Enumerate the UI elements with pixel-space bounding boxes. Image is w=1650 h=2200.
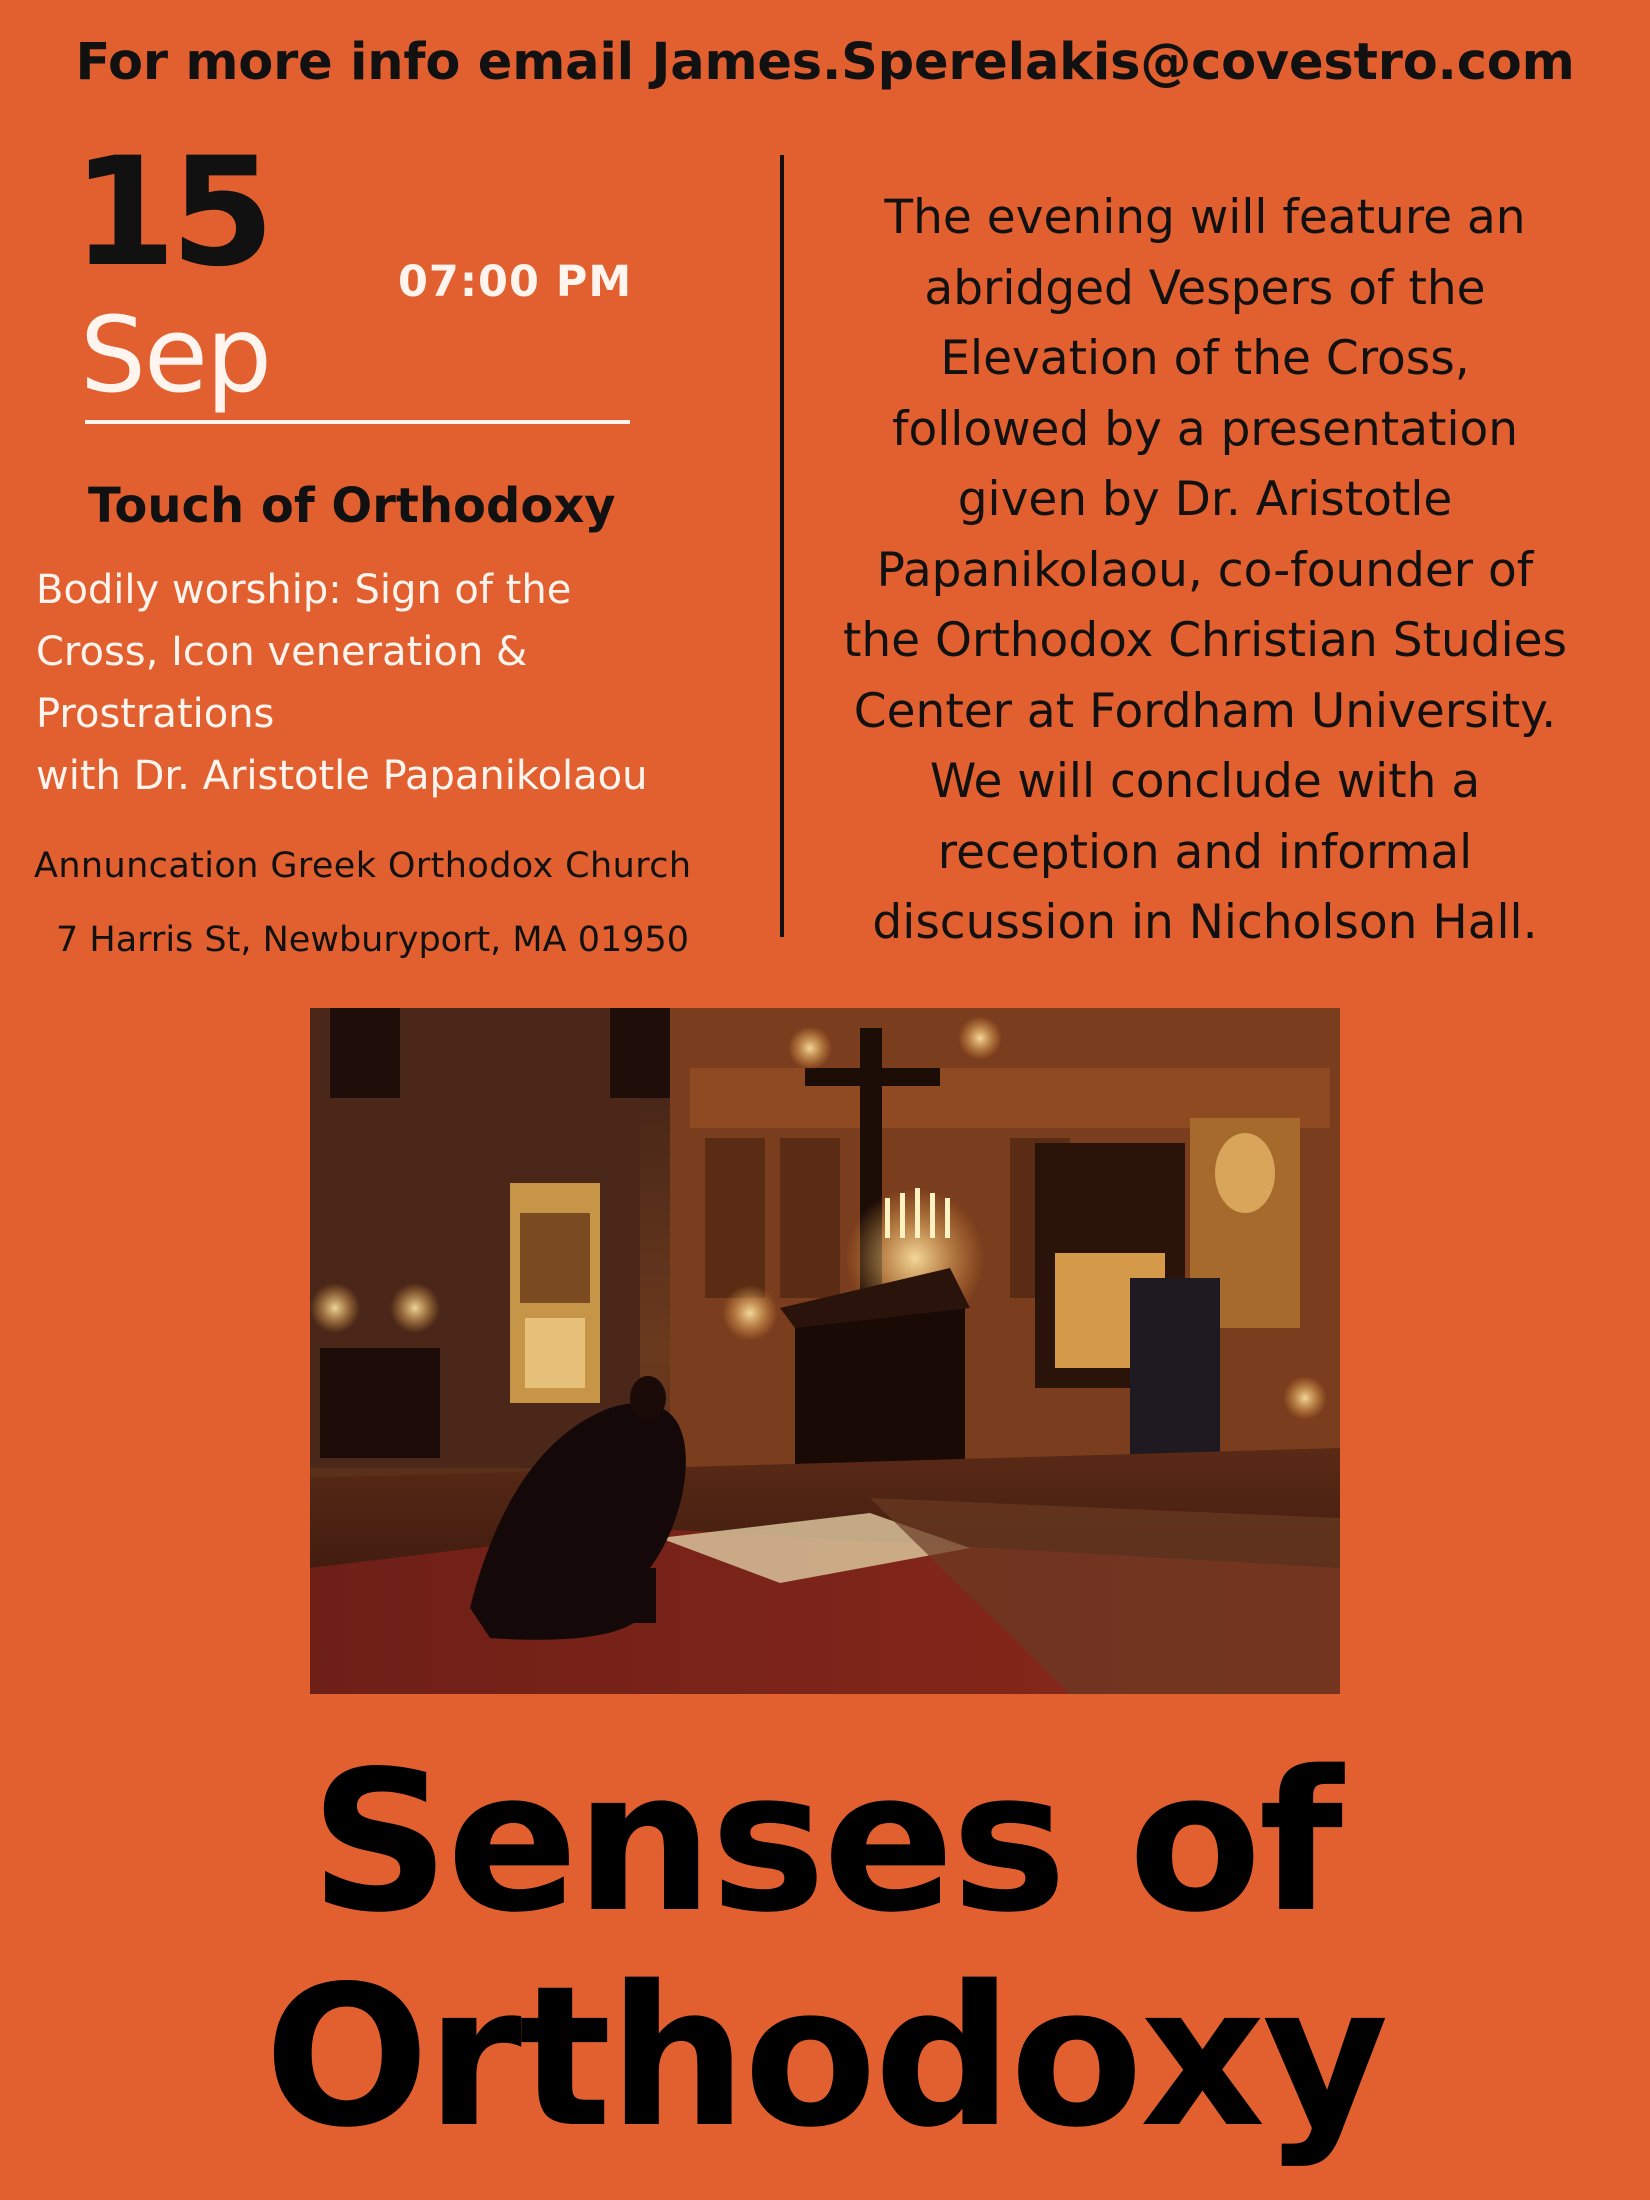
description-line: abridged Vespers of the [924, 260, 1486, 316]
description-line: The evening will feature an [884, 190, 1526, 245]
description-line: Elevation of the Cross, [940, 331, 1470, 386]
event-time: 07:00 PM [398, 257, 633, 307]
headline-line: Senses of [309, 1729, 1341, 1955]
topic-line: Bodily worship: Sign of the [36, 567, 572, 613]
contact-email-line: For more info email James.Sperelakis@covestro.com [75, 33, 1575, 92]
series-title: Touch of Orthodoxy [88, 478, 616, 534]
event-month: Sep [80, 294, 271, 416]
topic-line: Prostrations [36, 691, 275, 737]
description-line: Center at Fordham University. [853, 683, 1557, 739]
event-description [810, 183, 1600, 959]
description-line: followed by a presentation [891, 401, 1519, 457]
description-line: the Orthodox Christian Studies [842, 613, 1568, 668]
location-name: Annuncation Greek Orthodox Church [34, 846, 692, 886]
topic-line: with Dr. Aristotle Papanikolaou [36, 753, 648, 799]
description-line: discussion in Nicholson Hall. [872, 895, 1538, 950]
event-day: 15 [72, 126, 269, 300]
vertical-divider [780, 155, 784, 937]
location-address: 7 Harris St, Newburyport, MA 01950 [56, 920, 690, 960]
event-topic [36, 559, 796, 807]
date-divider-line [85, 420, 630, 424]
description-line: reception and informal [937, 824, 1473, 880]
description-line: Papanikolaou, co-founder of [876, 542, 1534, 598]
church-interior-photo [310, 1008, 1340, 1694]
headline-line: Orthodoxy [264, 1944, 1386, 2170]
church-photo-illustration [310, 1008, 1340, 1694]
topic-line: Cross, Icon veneration & [36, 629, 528, 675]
description-line: We will conclude with a [929, 754, 1481, 809]
description-line: given by Dr. Aristotle [957, 472, 1453, 527]
headline [0, 1729, 1650, 2170]
